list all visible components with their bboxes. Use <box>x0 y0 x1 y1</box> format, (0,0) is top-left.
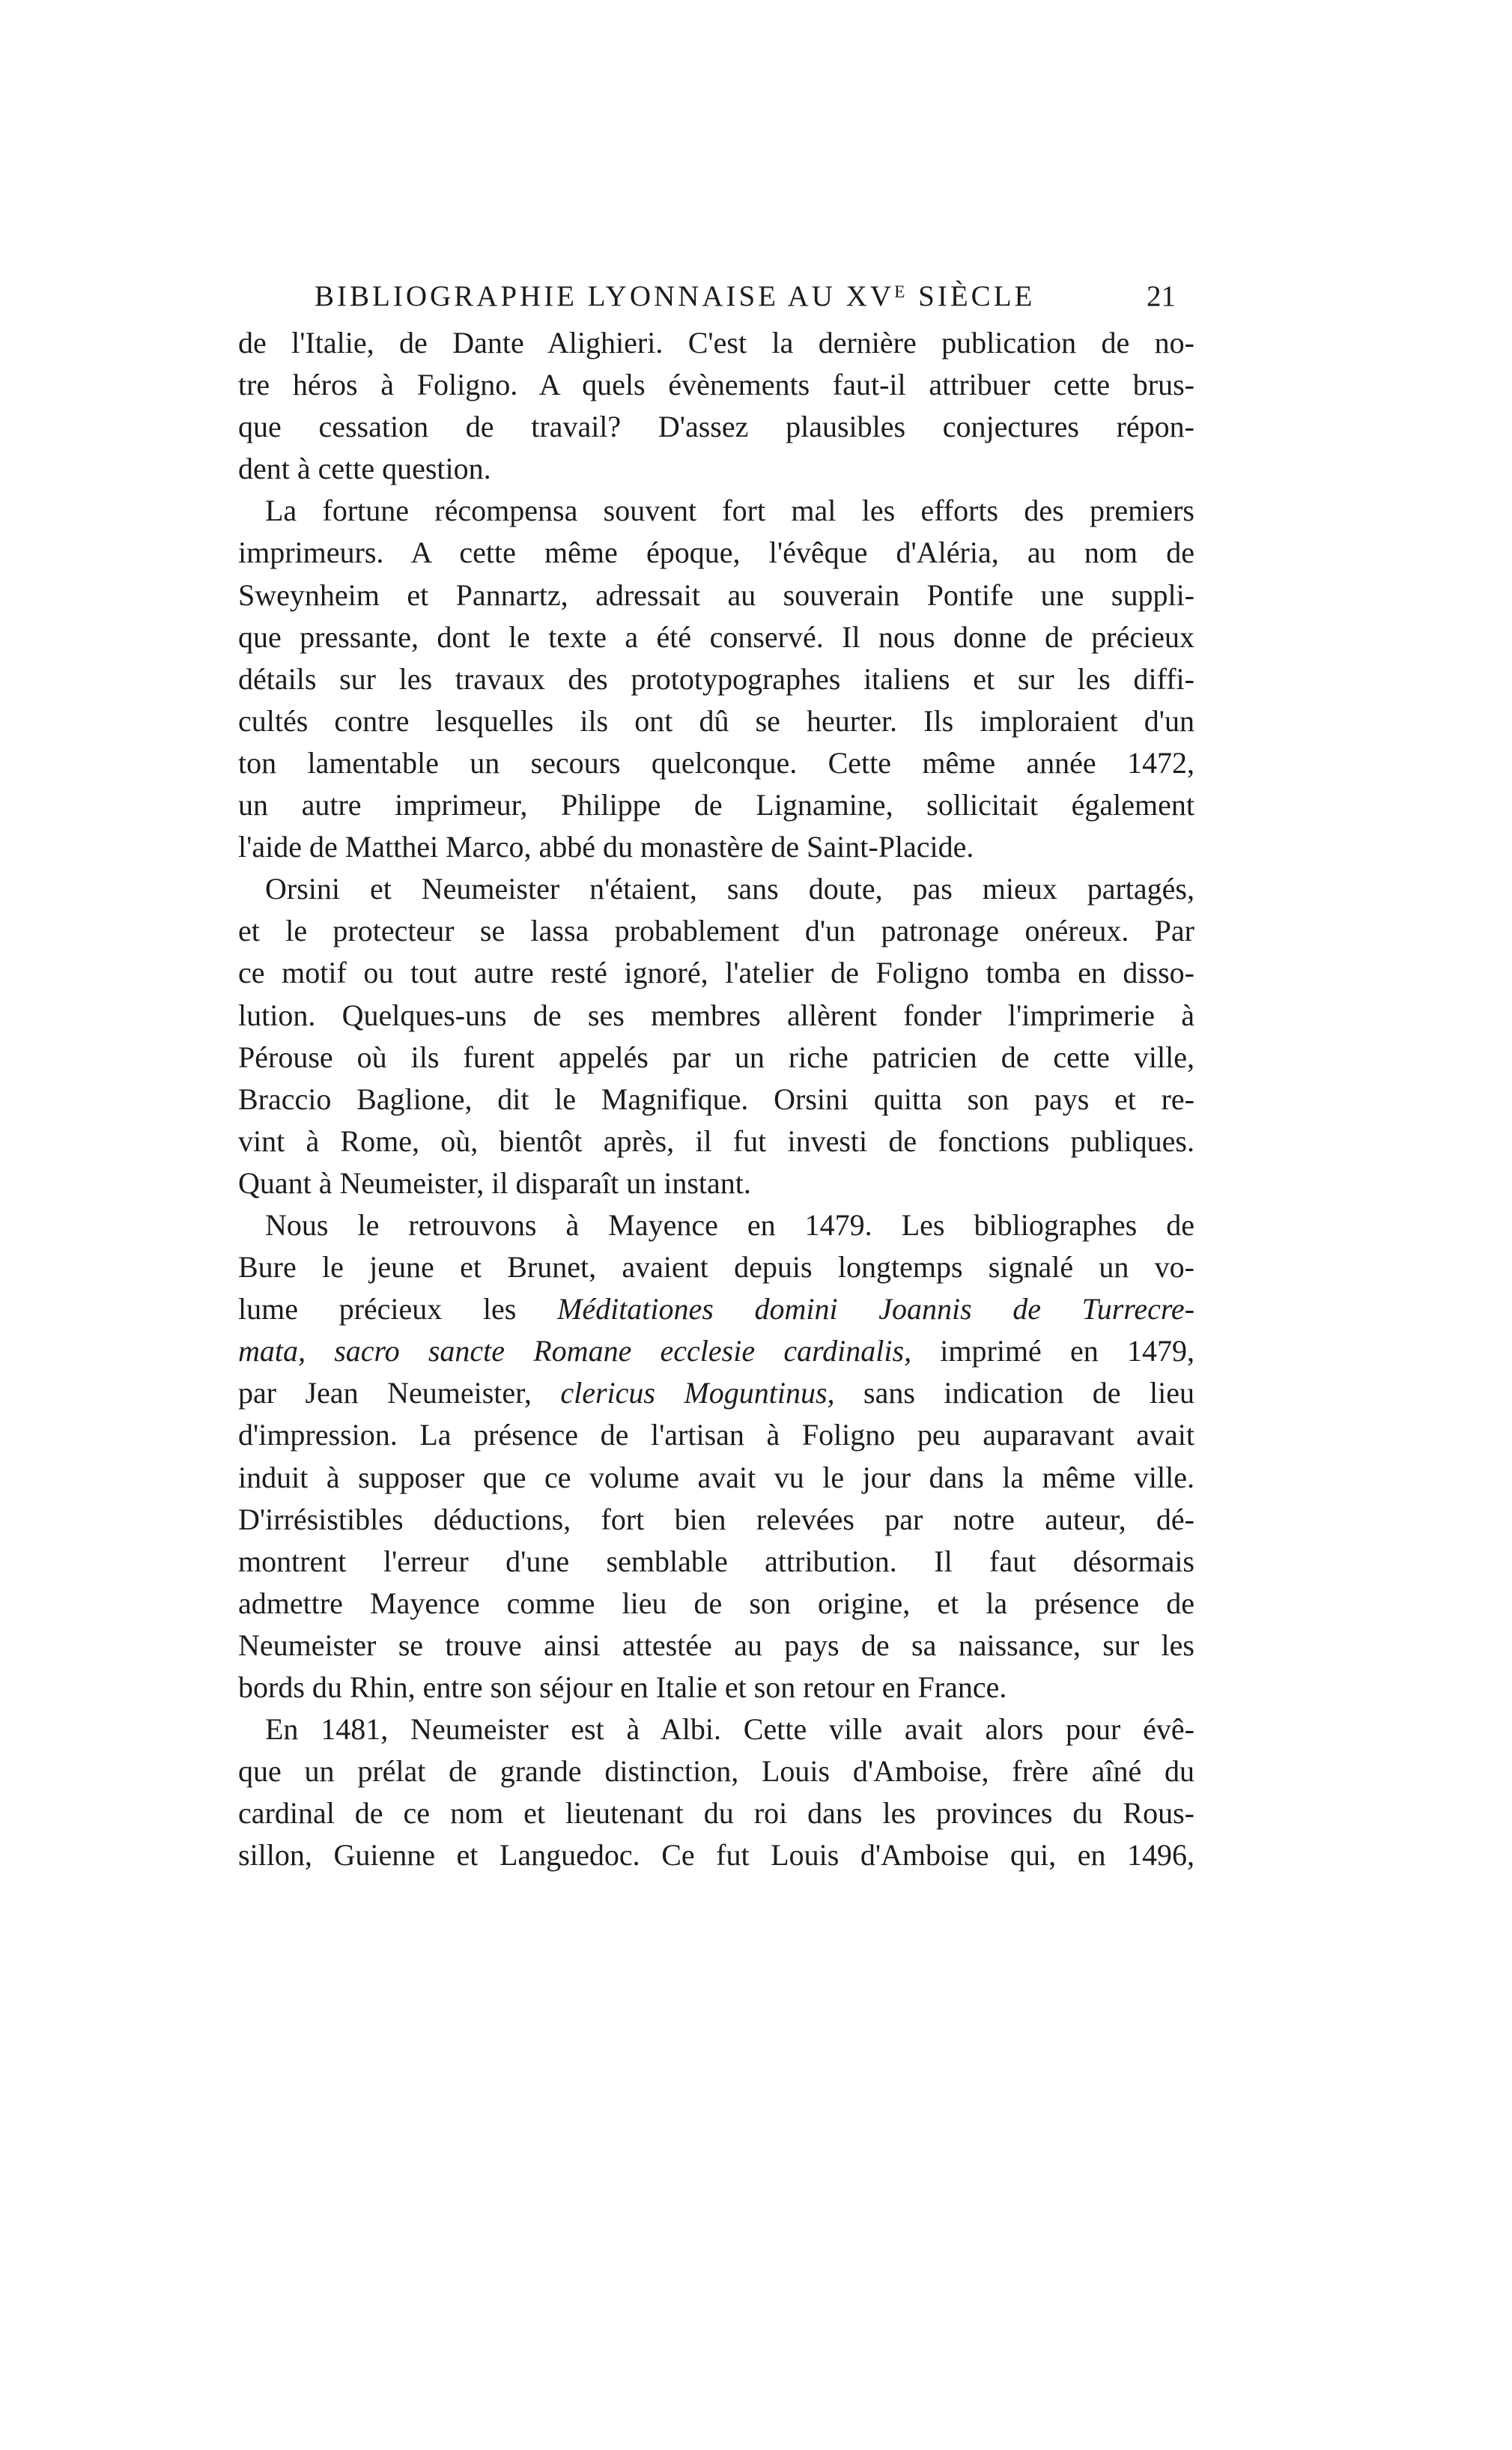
text-segment: par Jean Neumeister, <box>238 1376 561 1410</box>
running-title: BIBLIOGRAPHIE LYONNAISE AU XVᴱ SIÈCLE <box>315 280 1036 312</box>
text-segment: Orsini et Neumeister n'étaient, sans doute, pas mieux partagés, <box>265 872 1194 906</box>
text-line <box>238 406 1194 448</box>
text-line <box>238 995 1194 1037</box>
text-line <box>238 826 1194 868</box>
text-line <box>238 1667 1194 1708</box>
text-segment: un autre imprimeur, Philippe de Lignamine, sollicitait également <box>238 788 1194 822</box>
text-line <box>238 1204 1194 1246</box>
text-segment: sillon, Guienne et Languedoc. Ce fut Louis d'Amboise qui, en 1496, <box>238 1838 1194 1873</box>
text-line <box>238 1541 1194 1583</box>
text-segment: lume précieux les <box>238 1292 557 1326</box>
text-line <box>238 1457 1194 1499</box>
text-line <box>238 700 1194 742</box>
text-line <box>238 910 1194 952</box>
text-line <box>238 1246 1194 1288</box>
text-line <box>238 364 1194 406</box>
text-segment: et le protecteur se lassa probablement d'un patronage onéreux. Par <box>238 914 1194 948</box>
text-segment: de l'Italie, de Dante Alighieri. C'est la dernière publication de no- <box>238 326 1194 360</box>
text-line <box>238 1372 1194 1414</box>
text-segment: d'impression. La présence de l'artisan à Foligno peu auparavant avait <box>238 1418 1194 1452</box>
page-number: 21 <box>1147 280 1176 312</box>
text-segment: dent à cette question. <box>238 452 491 486</box>
text-segment: que pressante, dont le texte a été conservé. Il nous donne de précieux <box>238 619 1194 654</box>
text-segment: cardinal de ce nom et lieutenant du roi dans les provinces du Rous- <box>238 1796 1194 1831</box>
text-segment: détails sur les travaux des prototypographes italiens et sur les diffi- <box>238 661 1194 696</box>
text-segment: lution. Quelques-uns de ses membres allèrent fonder l'imprimerie à <box>238 998 1194 1032</box>
text-line <box>238 1414 1194 1456</box>
text-line <box>238 490 1194 532</box>
page-header <box>315 274 1176 319</box>
text-segment: imprimé en 1479, <box>911 1334 1194 1368</box>
italic-text-segment: Méditationes domini Joannis de Turrecre- <box>557 1292 1195 1326</box>
text-line <box>238 1288 1194 1330</box>
text-line <box>238 1583 1194 1625</box>
text-segment: imprimeurs. A cette même époque, l'évêque d'Aléria, au nom de <box>238 536 1194 570</box>
text-segment: que un prélat de grande distinction, Louis d'Amboise, frère aîné du <box>238 1754 1194 1789</box>
text-line <box>238 532 1194 574</box>
text-segment: tre héros à Foligno. A quels évènements faut-il attribuer cette brus- <box>238 368 1194 402</box>
text-segment: Nous le retrouvons à Mayence en 1479. Les bibliographes de <box>265 1207 1194 1242</box>
text-segment: Quant à Neumeister, il disparaît un instant. <box>238 1165 751 1200</box>
text-segment: admettre Mayence comme lieu de son origine, et la présence de <box>238 1586 1194 1620</box>
text-segment: vint à Rome, où, bientôt après, il fut investi de fonctions publiques. <box>238 1124 1194 1158</box>
text-line <box>238 616 1194 658</box>
text-line <box>238 574 1194 616</box>
text-line <box>238 1037 1194 1079</box>
text-segment: sans indication de lieu <box>834 1376 1194 1410</box>
text-segment: Pérouse où ils furent appelés par un riche patricien de cette ville, <box>238 1040 1194 1074</box>
text-line <box>238 784 1194 826</box>
text-segment: induit à supposer que ce volume avait vu le jour dans la même ville. <box>238 1460 1194 1494</box>
text-segment: ce motif ou tout autre resté ignoré, l'atelier de Foligno tomba en disso- <box>238 956 1194 990</box>
text-line <box>238 322 1194 364</box>
text-segment: cultés contre lesquelles ils ont dû se heurter. Ils imploraient d'un <box>238 703 1194 738</box>
text-line <box>238 1162 1194 1204</box>
text-segment: La fortune récompensa souvent fort mal les efforts des premiers <box>265 494 1194 528</box>
text-segment: Sweynheim et Pannartz, adressait au souverain Pontife une suppli- <box>238 577 1194 612</box>
text-segment: montrent l'erreur d'une semblable attribution. Il faut désormais <box>238 1544 1194 1578</box>
text-line <box>238 1499 1194 1541</box>
text-segment: Bure le jeune et Brunet, avaient depuis longtemps signalé un vo- <box>238 1250 1194 1285</box>
text-segment: Neumeister se trouve ainsi attestée au pays de sa naissance, sur les <box>238 1628 1194 1662</box>
italic-text-segment: clericus Moguntinus, <box>560 1376 835 1410</box>
text-segment: D'irrésistibles déductions, fort bien relevées par notre auteur, dé- <box>238 1502 1194 1536</box>
text-line <box>238 742 1194 784</box>
text-line <box>238 1625 1194 1667</box>
text-line <box>238 658 1194 700</box>
body-text <box>238 322 1194 1876</box>
italic-text-segment: mata, sacro sancte Romane ecclesie cardinalis, <box>238 1334 912 1368</box>
text-line <box>238 448 1194 490</box>
text-line <box>238 868 1194 910</box>
text-line <box>238 1121 1194 1162</box>
text-line <box>238 1330 1194 1372</box>
text-line <box>238 1792 1194 1834</box>
text-segment: ton lamentable un secours quelconque. Cette même année 1472, <box>238 745 1194 780</box>
text-line <box>238 1750 1194 1792</box>
text-segment: Braccio Baglione, dit le Magnifique. Orsini quitta son pays et re- <box>238 1082 1194 1116</box>
text-line <box>238 1079 1194 1121</box>
text-segment: En 1481, Neumeister est à Albi. Cette ville avait alors pour évê- <box>265 1712 1194 1747</box>
text-segment: l'aide de Matthei Marco, abbé du monastère de Saint-Placide. <box>238 830 974 864</box>
text-segment: bords du Rhin, entre son séjour en Italie et son retour en France. <box>238 1670 1007 1704</box>
text-line <box>238 1708 1194 1750</box>
text-line <box>238 1834 1194 1876</box>
text-line <box>238 952 1194 994</box>
text-segment: que cessation de travail? D'assez plausibles conjectures répon- <box>238 410 1194 444</box>
